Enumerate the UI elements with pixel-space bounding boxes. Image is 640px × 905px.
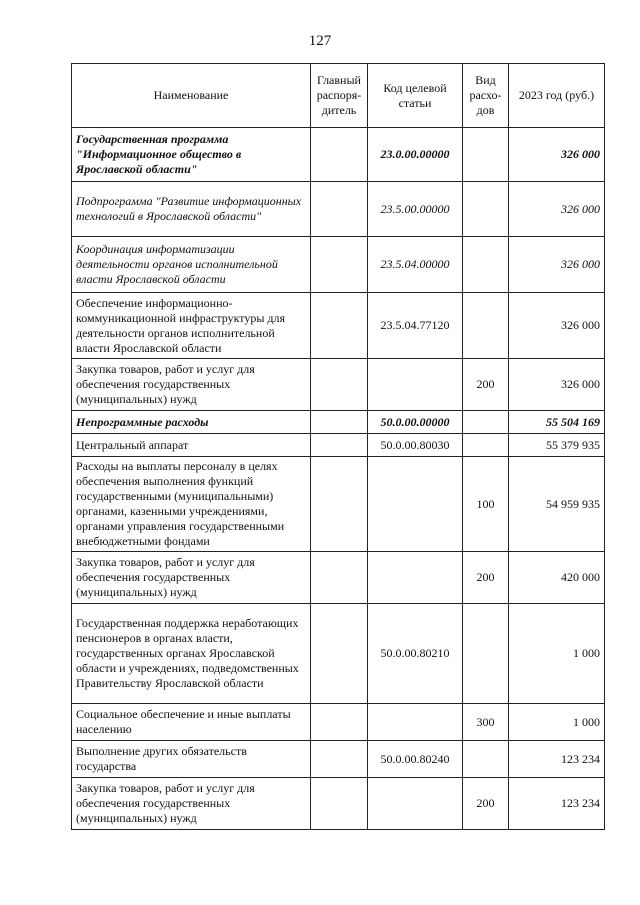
row-glavny [311, 457, 368, 552]
row-glavny [311, 604, 368, 704]
row-name: Государственная программа "Информационное общество в Ярославской области" [72, 128, 311, 182]
row-glavny [311, 359, 368, 411]
row-vid [463, 237, 509, 293]
row-vid [463, 434, 509, 457]
table-row [72, 434, 605, 457]
row-code [368, 778, 463, 830]
row-vid [463, 182, 509, 237]
row-code: 50.0.00.00000 [368, 411, 463, 434]
row-amount: 55 504 169 [509, 411, 605, 434]
row-name: Закупка товаров, работ и услуг для обеспечения государственных (муниципальных) нужд [72, 778, 311, 830]
table-row [72, 293, 605, 359]
row-name: Социальное обеспечение и иные выплаты населению [72, 704, 311, 741]
row-code: 50.0.00.80210 [368, 604, 463, 704]
table-row [72, 182, 605, 237]
page-number: 127 [308, 33, 332, 49]
row-vid: 100 [463, 457, 509, 552]
table-row [72, 604, 605, 704]
header-vid: Вид расхо-дов [463, 64, 509, 128]
row-amount: 1 000 [509, 704, 605, 741]
table-row [72, 457, 605, 552]
row-code: 23.5.04.77120 [368, 293, 463, 359]
row-glavny [311, 237, 368, 293]
table-row [72, 704, 605, 741]
row-code [368, 552, 463, 604]
row-amount: 1 000 [509, 604, 605, 704]
row-name: Выполнение других обязательств государства [72, 741, 311, 778]
row-glavny [311, 128, 368, 182]
row-amount: 326 000 [509, 359, 605, 411]
table-row [72, 778, 605, 830]
row-code [368, 704, 463, 741]
row-code: 50.0.00.80030 [368, 434, 463, 457]
row-name: Подпрограмма "Развитие информационных технологий в Ярославской области" [72, 182, 311, 237]
row-glavny [311, 741, 368, 778]
table-row [72, 128, 605, 182]
row-vid [463, 293, 509, 359]
row-name: Обеспечение информационно-коммуникационной инфраструктуры для деятельности органов исполнительной власти Ярославской области [72, 293, 311, 359]
table-row [72, 411, 605, 434]
row-code: 23.5.00.00000 [368, 182, 463, 237]
header-glavny: Главный распоря-дитель [311, 64, 368, 128]
row-name: Расходы на выплаты персоналу в целях обеспечения выполнения функций государственными (муниципальными) органами, казенными учреждениями, органами управления государственными внебюджетными фондами [72, 457, 311, 552]
row-code: 23.0.00.00000 [368, 128, 463, 182]
row-glavny [311, 434, 368, 457]
row-amount: 55 379 935 [509, 434, 605, 457]
table-row [72, 741, 605, 778]
row-vid [463, 741, 509, 778]
row-name: Непрограммные расходы [72, 411, 311, 434]
header-code: Код целевой статьи [368, 64, 463, 128]
budget-table [71, 63, 605, 830]
row-amount: 54 959 935 [509, 457, 605, 552]
row-name: Закупка товаров, работ и услуг для обеспечения государственных (муниципальных) нужд [72, 359, 311, 411]
row-amount: 123 234 [509, 741, 605, 778]
header-name: Наименование [72, 64, 311, 128]
header-amount: 2023 год (руб.) [509, 64, 605, 128]
row-code: 50.0.00.80240 [368, 741, 463, 778]
row-name: Закупка товаров, работ и услуг для обеспечения государственных (муниципальных) нужд [72, 552, 311, 604]
row-amount: 326 000 [509, 237, 605, 293]
table-row [72, 237, 605, 293]
row-glavny [311, 778, 368, 830]
row-glavny [311, 293, 368, 359]
row-amount: 326 000 [509, 128, 605, 182]
row-name: Государственная поддержка неработающих пенсионеров в органах власти, государственных органах Ярославской области и учреждениях, подведомственных Правительству Ярославской области [72, 604, 311, 704]
row-amount: 420 000 [509, 552, 605, 604]
row-vid [463, 411, 509, 434]
row-amount: 326 000 [509, 293, 605, 359]
row-vid [463, 128, 509, 182]
row-vid: 200 [463, 359, 509, 411]
row-glavny [311, 704, 368, 741]
header-row [72, 64, 605, 128]
row-amount: 123 234 [509, 778, 605, 830]
row-name: Координация информатизации деятельности органов исполнительной власти Ярославской области [72, 237, 311, 293]
table-row [72, 552, 605, 604]
row-name: Центральный аппарат [72, 434, 311, 457]
row-vid: 300 [463, 704, 509, 741]
row-glavny [311, 182, 368, 237]
table-row [72, 359, 605, 411]
row-code [368, 457, 463, 552]
row-glavny [311, 411, 368, 434]
row-vid: 200 [463, 552, 509, 604]
row-code: 23.5.04.00000 [368, 237, 463, 293]
row-vid: 200 [463, 778, 509, 830]
row-code [368, 359, 463, 411]
row-amount: 326 000 [509, 182, 605, 237]
row-vid [463, 604, 509, 704]
row-glavny [311, 552, 368, 604]
